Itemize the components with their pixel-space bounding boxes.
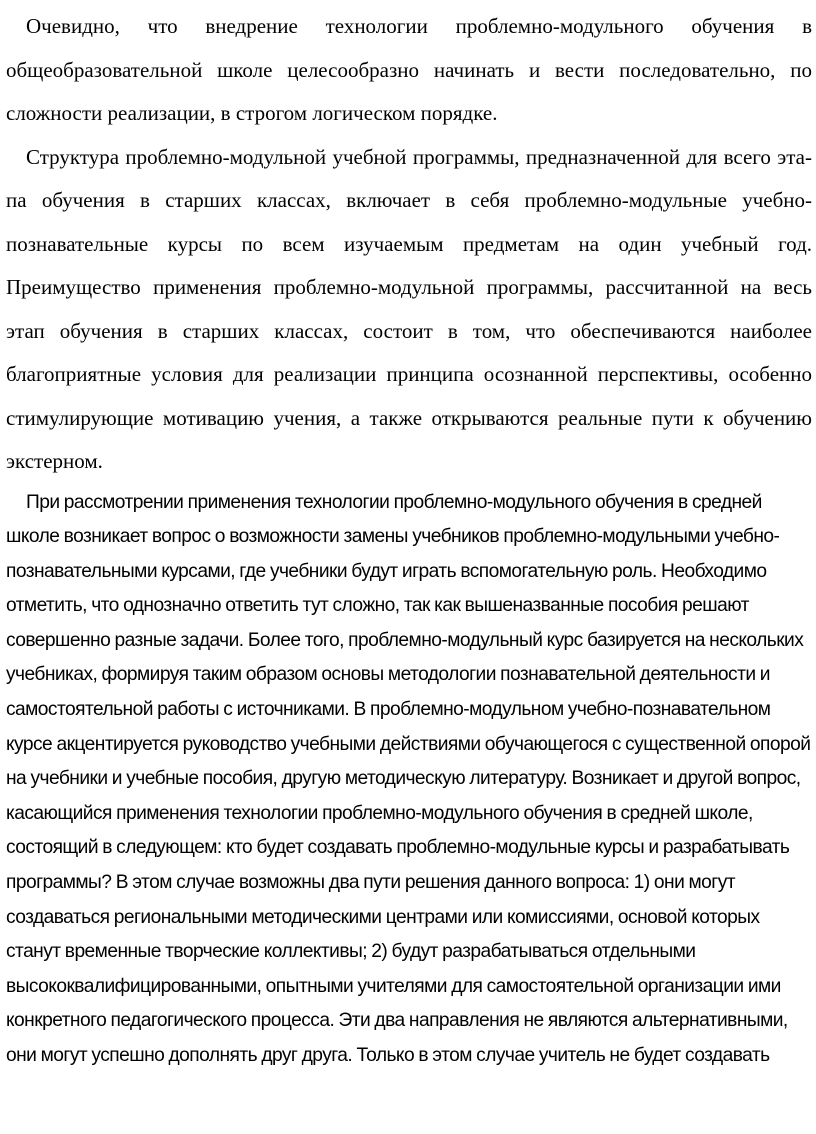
serif-text-section	[6, 5, 812, 484]
paragraph-intro: Очевидно, что внедрение технологии проблемно-модульного обучения в общеобразовательной школе целесообразно начинать и вести последовательно, по сложности реализации, в строгом логическом порядке.	[6, 14, 812, 125]
paragraph-textbooks: При рассмотрении применения технологии проблемно-модульного обучения в средней школе возникает вопрос о возможности замены учебников проблемно-модульными учебно-познавательными курсами, где учебники будут играть вспомогательную роль. Необходимо отметить, что однозначно ответить тут сложно, так как вышеназванные пособия решают совершенно разные задачи. Более того, проблемно-модульный курс базируется на нескольких учебниках, формируя таким образом основы методологии познавательной деятельности и самостоятельной работы с источниками. В проблемно-модульном учебно-познавательном курсе акцентируется руководство учебными действиями обучающегося с существенной опорой на учебники и учебные пособия, другую методическую литературу. Возникает и другой вопрос, касающийся применения технологии проблемно-модульного обучения в средней школе, состоящий в следующем: кто будет создавать проблемно-модульные курсы и разрабатывать программы? В этом случае возможны два пути решения данного вопроса: 1) они могут создаваться региональными методическими центрами или комиссиями, основой которых станут временные творческие коллективы; 2) будут разрабатываться отдельными высококвалифицированными, опытными учителями для самостоятельной организации ими конкретного педагогического процесса. Эти два направления не являются альтернативными, они могут успешно дополнять друг друга. Только в этом случае учитель не будет создавать	[6, 491, 811, 1066]
sans-text-section	[6, 486, 816, 1074]
paragraph-structure: Структура проблемно-модульной учебной программы, предназначенной для всего эта- па обучения в старших классах, включает в себя проблемно-модульные учебно-познавательные курсы по всем изучаемым предметам на один учебный год. Преимущество применения проблемно-модульной программы, рассчитанной на весь этап обучения в старших классах, состоит в том, что обеспечиваются наиболее благоприятные условия для реализации принципа осознанной перспективы, особенно стимулирующие мотивацию учения, а также открываются реальные пути к обучению экстерном.	[6, 144, 812, 473]
